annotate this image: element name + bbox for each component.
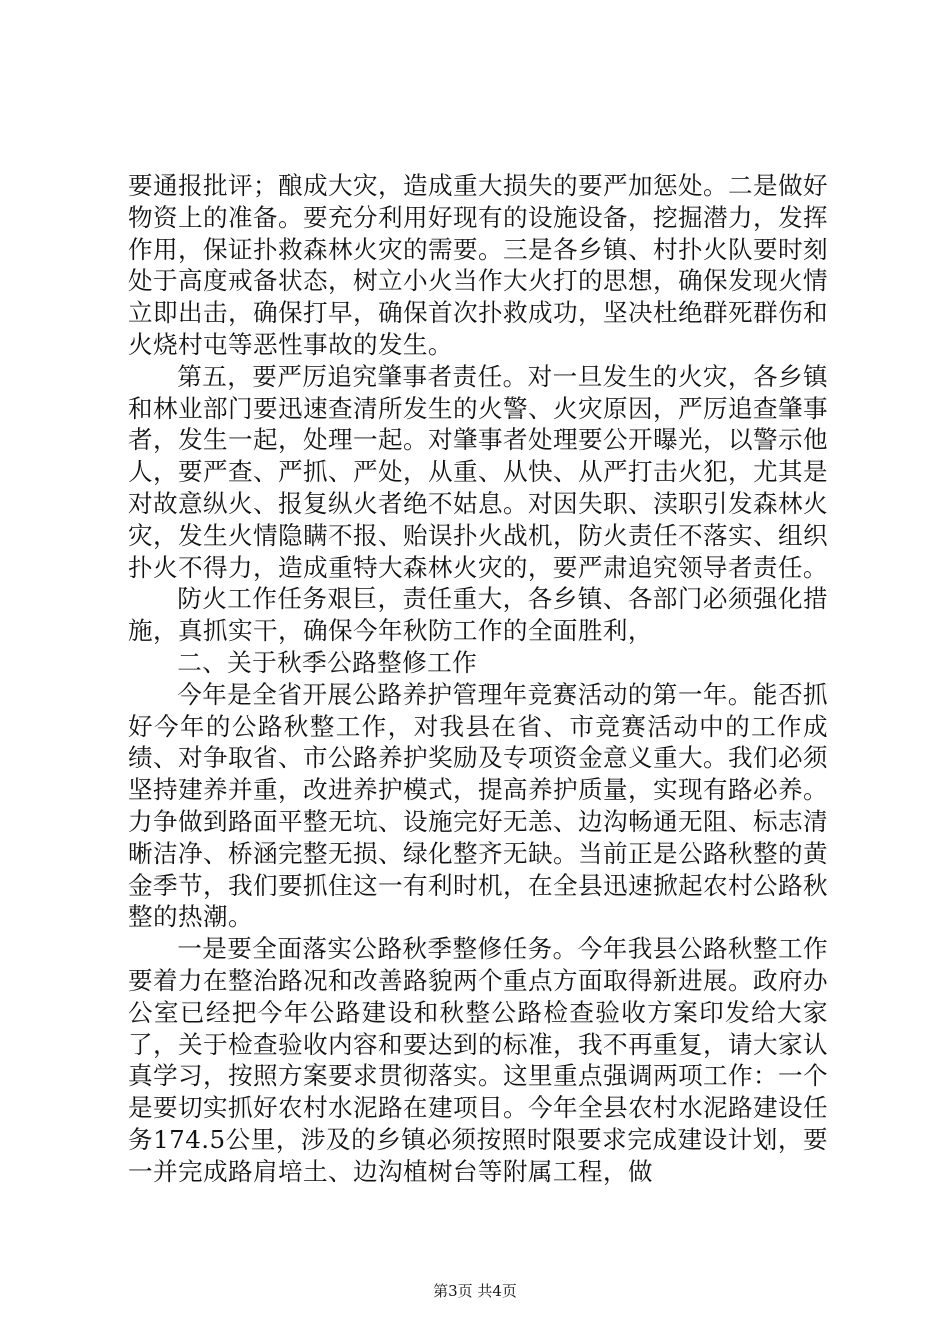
paragraph-4: 今年是全省开展公路养护管理年竞赛活动的第一年。能否抓好今年的公路秋整工作，对我县在省、市竞赛活动中的工作成绩、对争取省、市公路养护奖励及专项资金意义重大。我们必须坚持建养并重，改进养护模式，提高养护质量，实现有路必养。力争做到路面平整无坑、设施完好无恙、边沟畅通无阻、标志清晰洁净、桥涵完整无损、绿化整齐无缺。当前正是公路秋整的黄金季节，我们要抓住这一有利时机，在全县迅速掀起农村公路秋整的热潮。 xyxy=(128,679,828,932)
paragraph-5: 一是要全面落实公路秋季整修任务。今年我县公路秋整工作要着力在整治路况和改善路貌两个重点方面取得新进展。政府办公室已经把今年公路建设和秋整公路检查验收方案印发给大家了，关于检查验收内容和要达到的标准，我不再重复，请大家认真学习，按照方案要求贯彻落实。这里重点强调两项工作：一个是要切实抓好农村水泥路在建项目。今年全县农村水泥路建设任务174.5公里，涉及的乡镇必须按照时限要求完成建设计划，要一并完成路肩培土、边沟植树台等附属工程，做 xyxy=(128,934,828,1186)
section-heading: 二、关于秋季公路整修工作 xyxy=(177,647,478,677)
paragraph-2: 第五，要严厉追究肇事者责任。对一旦发生的火灾，各乡镇和林业部门要迅速查清所发生的火警、火灾原因，严厉追查肇事者，发生一起，处理一起。对肇事者处理要公开曝光，以警示他人，要严查、严抓、严处，从重、从快、从严打击火犯，尤其是对故意纵火、报复纵火者绝不姑息。对因失职、渎职引发森林火灾，发生火情隐瞒不报、贻误扑火战机，防火责任不落实、组织扑火不得力，造成重特大森林火灾的，要严肃追究领导者责任。 xyxy=(128,361,828,582)
paragraph-3: 防火工作任务艰巨，责任重大，各乡镇、各部门必须强化措施，真抓实干，确保今年秋防工作的全面胜利， xyxy=(128,584,828,646)
page-number: 第3页 共4页 xyxy=(433,1282,517,1300)
document-body xyxy=(128,170,828,1188)
paragraph-1: 要通报批评；酿成大灾，造成重大损失的要严加惩处。二是做好物资上的准备。要充分利用好现有的设施设备，挖掘潜力，发挥作用，保证扑救森林火灾的需要。三是各乡镇、村扑火队要时刻处于高度戒备状态，树立小火当作大火打的思想，确保发现火情立即出击，确保打早，确保首次扑救成功，坚决杜绝群死群伤和火烧村屯等恶性事故的发生。 xyxy=(128,171,828,359)
